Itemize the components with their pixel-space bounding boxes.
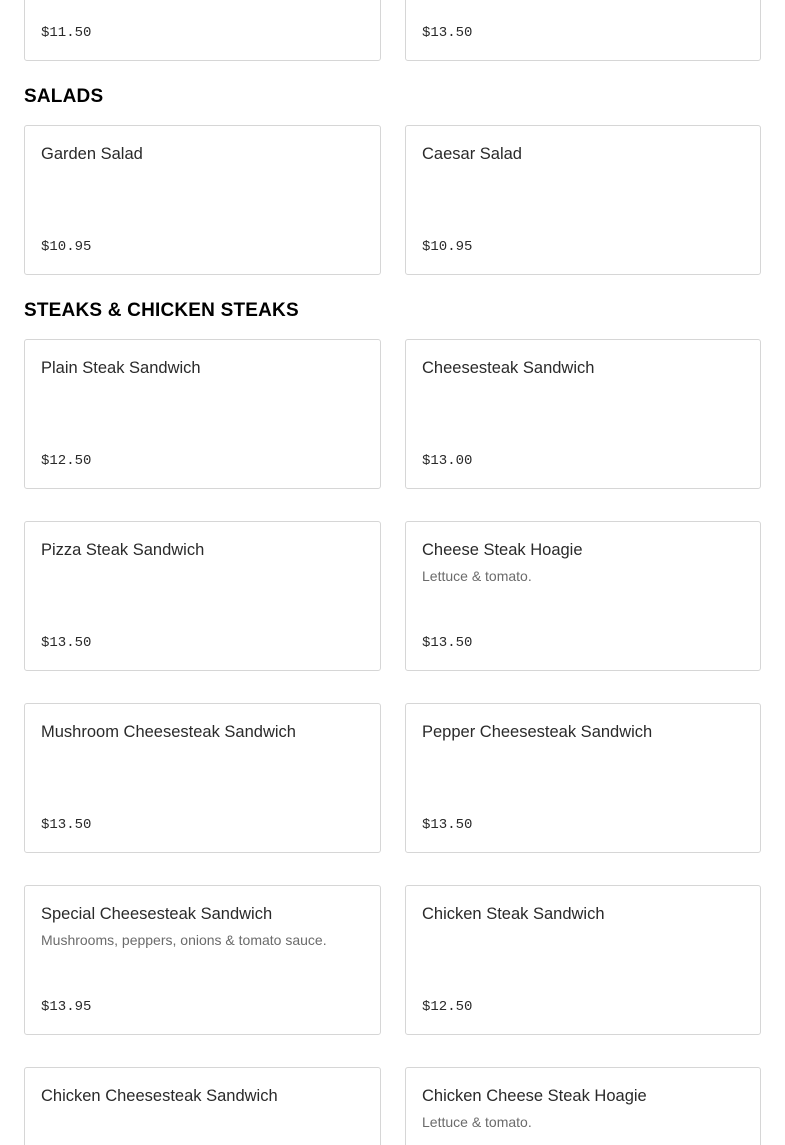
item-price: $13.50 xyxy=(422,817,473,833)
section-title-steaks: STEAKS & CHICKEN STEAKS xyxy=(24,300,299,321)
item-price: $13.00 xyxy=(422,453,473,469)
item-price: $12.50 xyxy=(41,453,92,469)
item-price: $12.50 xyxy=(422,999,473,1015)
item-price: $13.50 xyxy=(41,817,92,833)
item-name: Chicken Cheese Steak Hoagie xyxy=(422,1087,647,1105)
menu-item-card[interactable] xyxy=(24,521,381,671)
menu-item-card[interactable] xyxy=(24,339,381,489)
item-name: Cheese Steak Hoagie xyxy=(422,541,583,559)
item-price: $10.95 xyxy=(422,239,473,255)
item-description: Mushrooms, peppers, onions & tomato sauce. xyxy=(41,932,327,948)
menu-item-card[interactable] xyxy=(405,0,761,61)
item-name: Cheesesteak Sandwich xyxy=(422,359,595,377)
item-name: Mushroom Cheesesteak Sandwich xyxy=(41,723,296,741)
item-price: $13.50 xyxy=(422,25,473,41)
menu-item-card[interactable] xyxy=(24,703,381,853)
menu-item-card[interactable] xyxy=(405,703,761,853)
item-price: $11.50 xyxy=(41,25,92,41)
menu-item-card[interactable] xyxy=(405,885,761,1035)
item-description: Lettuce & tomato. xyxy=(422,568,532,584)
item-price: $13.50 xyxy=(41,635,92,651)
item-name: Chicken Cheesesteak Sandwich xyxy=(41,1087,278,1105)
section-title-salads: SALADS xyxy=(24,86,104,107)
menu-item-card[interactable] xyxy=(405,339,761,489)
menu-item-card[interactable] xyxy=(24,125,381,275)
item-name: Caesar Salad xyxy=(422,145,522,163)
item-price: $10.95 xyxy=(41,239,92,255)
item-price: $13.95 xyxy=(41,999,92,1015)
menu-item-card[interactable] xyxy=(24,885,381,1035)
item-description: Lettuce & tomato. xyxy=(422,1114,532,1130)
item-name: Special Cheesesteak Sandwich xyxy=(41,905,273,923)
item-name: Pizza Steak Sandwich xyxy=(41,541,205,559)
menu-item-card[interactable] xyxy=(24,1067,381,1145)
menu-item-card[interactable] xyxy=(405,125,761,275)
item-price: $13.50 xyxy=(422,635,473,651)
item-name: Chicken Steak Sandwich xyxy=(422,905,605,923)
menu-item-card[interactable] xyxy=(405,1067,761,1145)
menu-item-card[interactable] xyxy=(405,521,761,671)
item-name: Plain Steak Sandwich xyxy=(41,359,201,377)
item-name: Pepper Cheesesteak Sandwich xyxy=(422,723,653,741)
menu-item-card[interactable] xyxy=(24,0,381,61)
item-name: Garden Salad xyxy=(41,145,143,163)
